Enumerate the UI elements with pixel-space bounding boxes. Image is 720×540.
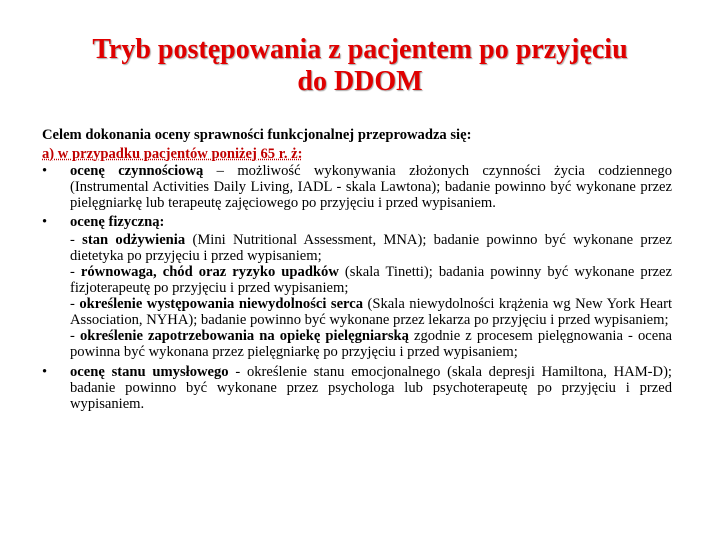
bullet-item-physical — [42, 213, 672, 360]
sub-item-balance: - równowaga, chód oraz ryzyko upadków (skala Tinetti); badania powinny być wykonane przez fizjoterapeutę po przyjęciu i przed wypisaniem; — [70, 263, 673, 296]
slide-body — [42, 126, 672, 412]
intro-text: Celem dokonania oceny sprawności funkcjonalnej przeprowadza się: — [42, 127, 472, 143]
title-line-1: Tryb postępowania z pacjentem po przyjęciu — [92, 34, 628, 65]
bullet-item-mental — [42, 364, 672, 412]
section-a-heading: a) w przypadku pacjentów poniżej 65 r. ż: — [42, 145, 303, 162]
bullet-glyph: • — [42, 363, 48, 380]
item-text-functional: – możliwość wykonywania złożonych czynności życia codziennego (Instrumental Activities Daily Living, IADL - skala Lawtona); badanie powinno być wykonane przez pielęgniarkę lub terapeutę zajęciowego po przyjęciu i przed wypisaniem. — [70, 163, 672, 211]
bullet-glyph: • — [42, 214, 48, 230]
sub-item-nursing-care: - określenie zapotrzebowania na opiekę pielęgniarską zgodnie z procesem pielęgnowania - ocena powinna być wykonana przez pielęgniarkę po przyjęciu i przed wypisaniem; — [70, 327, 672, 360]
sub-item-heart-failure: - określenie występowania niewydolności serca (Skala niewydolności krążenia wg New York Heart Association, NYHA); badanie powinno być wykonane przez lekarza po przyjęciu i przed wypisaniem; — [70, 295, 673, 328]
item-text-mental: - określenie stanu emocjonalnego (skala depresji Hamiltona, HAM-D); badanie powinno być wykonane przez psychologa lub psychoterapeutę po przyjęciu i przed wypisaniem. — [70, 363, 672, 412]
title-line-2: do DDOM — [297, 66, 423, 97]
item-bold-mental: ocenę stanu umysłowego — [70, 363, 229, 380]
item-bold-functional: ocenę czynnościową — [70, 163, 204, 179]
slide-title — [20, 34, 700, 98]
sub-item-nutrition: - stan odżywienia (Mini Nutritional Assessment, MNA); badanie powinno być wykonane przez dietetyka po przyjęciu i przed wypisaniem; — [70, 231, 672, 264]
bullet-glyph: • — [42, 163, 48, 179]
item-bold-physical: ocenę fizyczną: — [70, 214, 165, 230]
bullet-item-functional — [42, 163, 672, 211]
